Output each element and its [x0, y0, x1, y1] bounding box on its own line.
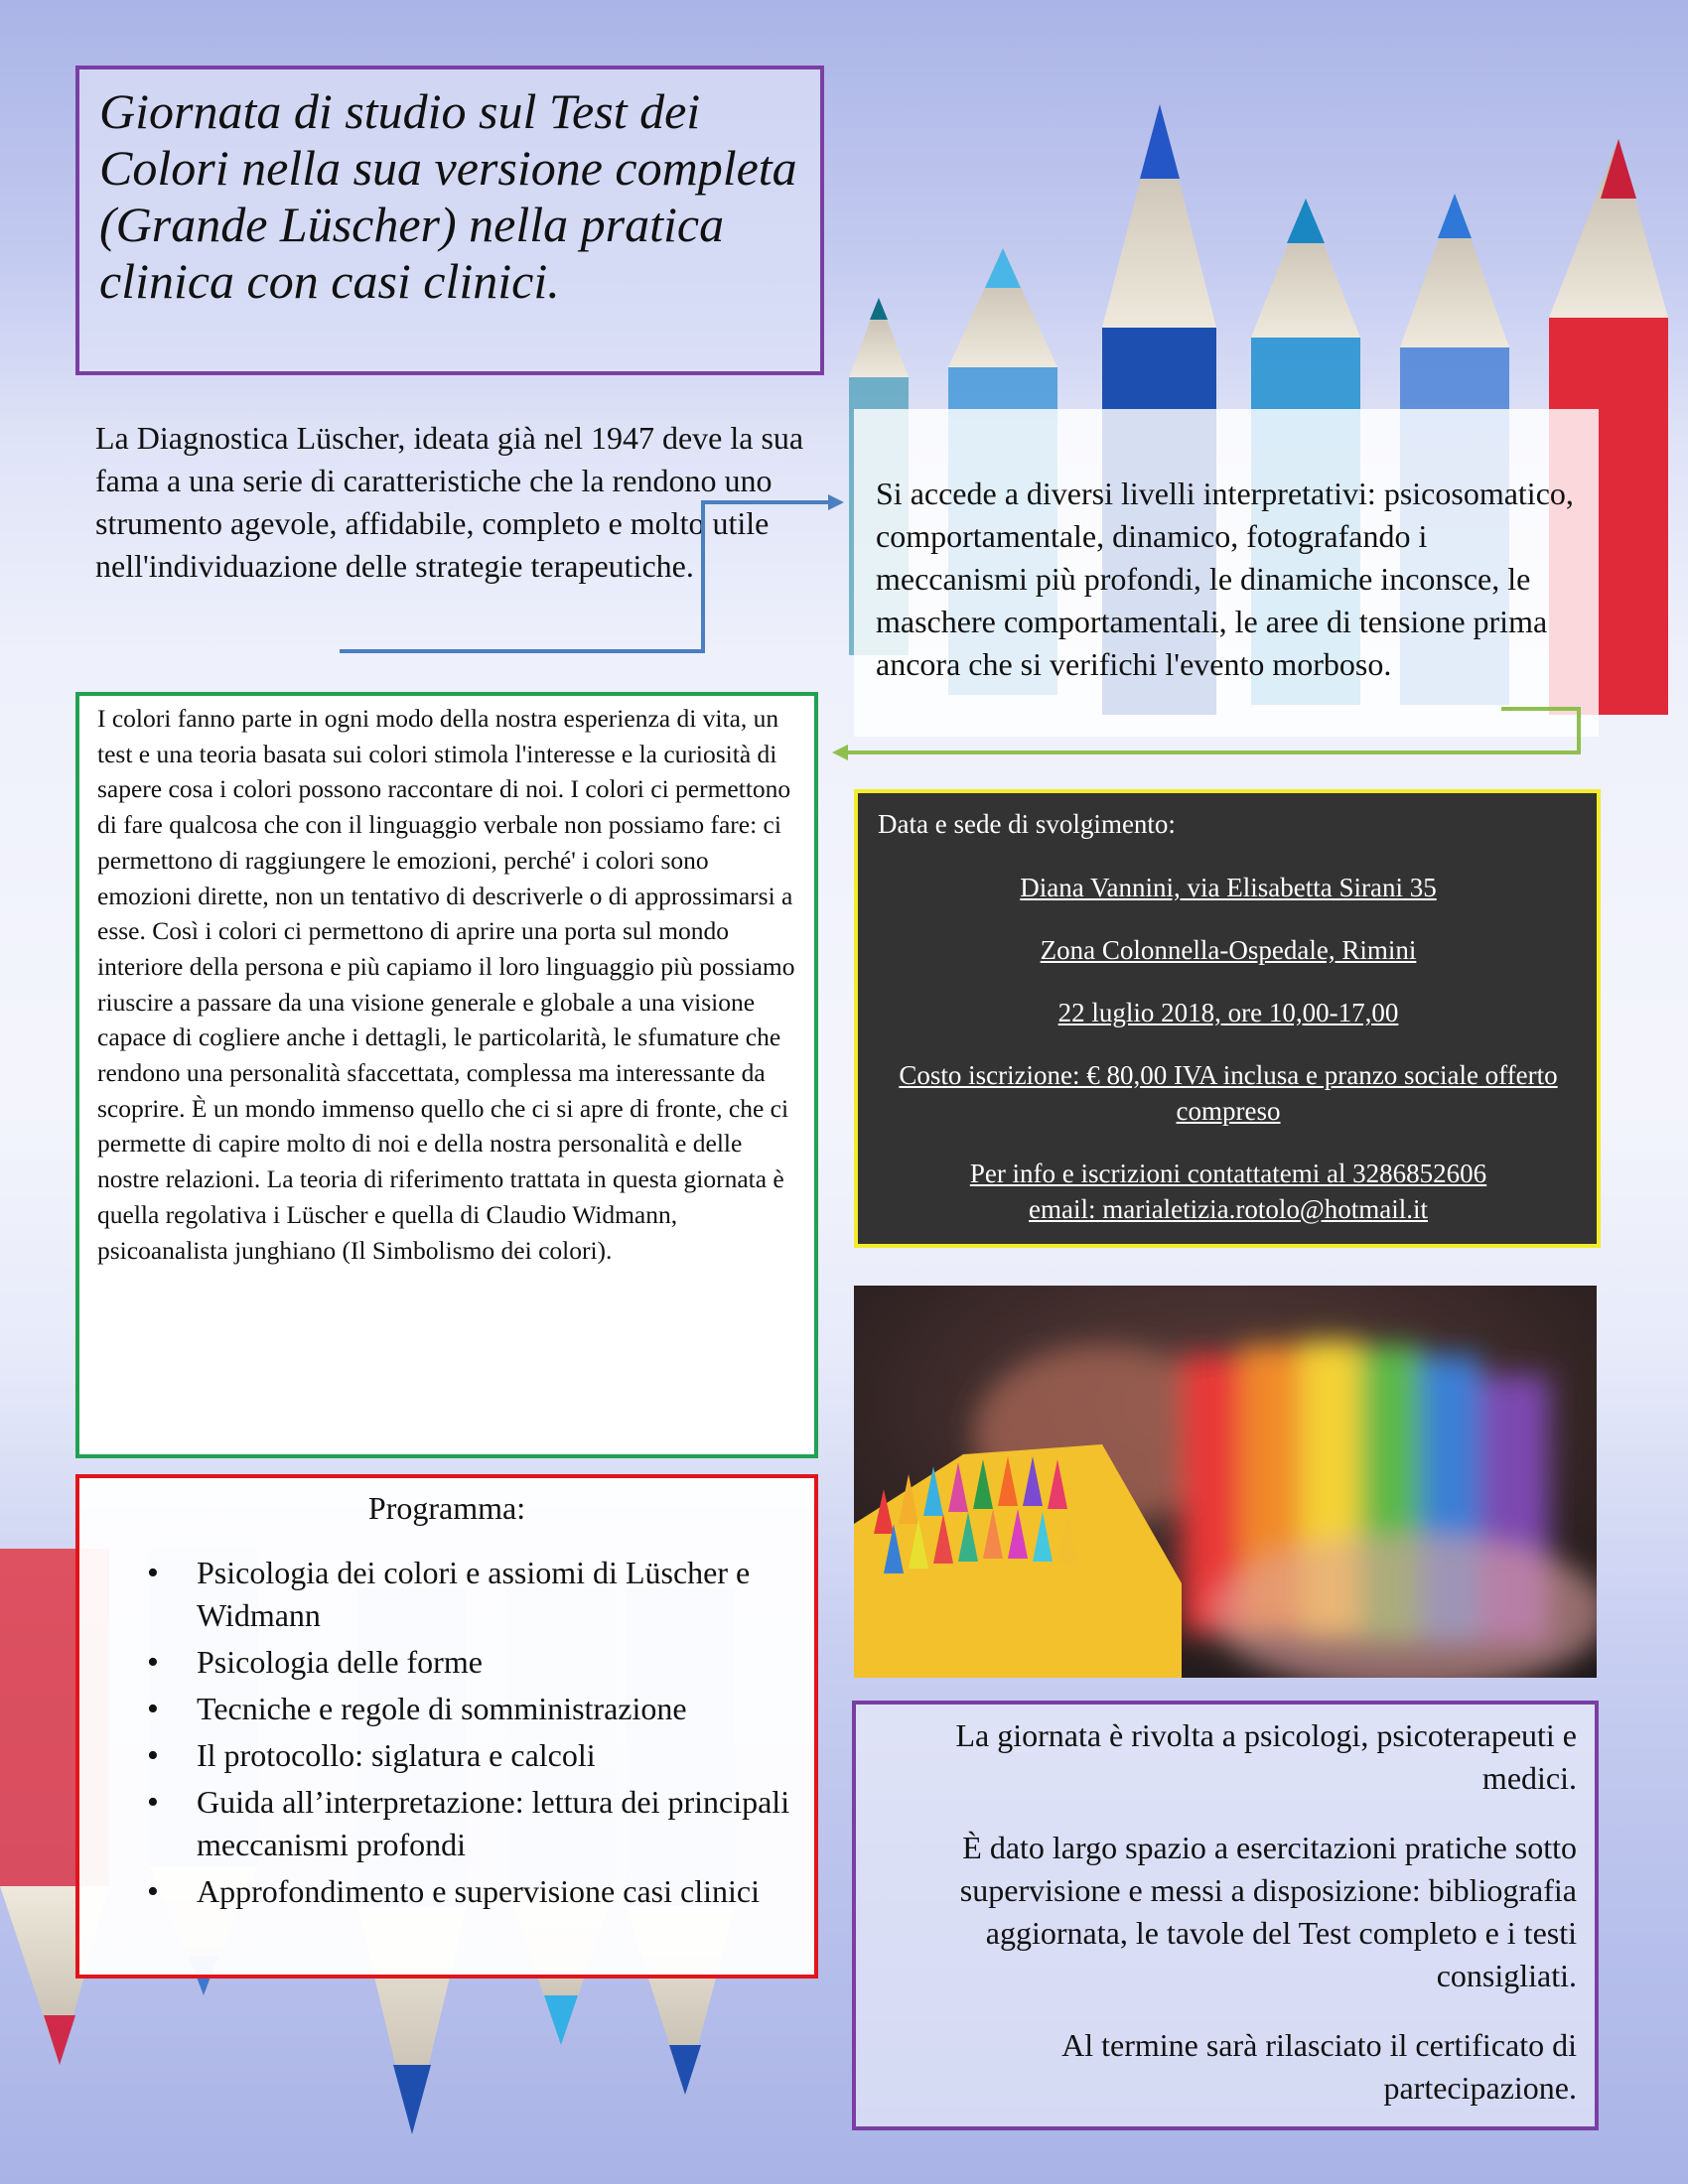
- program-item: • Psicologia delle forme: [99, 1641, 794, 1684]
- venue-zone: Zona Colonnella-Ospedale, Rimini: [1040, 935, 1417, 965]
- program-item: • Il protocollo: siglatura e calcoli: [99, 1734, 794, 1777]
- program-item: • Tecniche e regole di somministrazione: [99, 1688, 794, 1730]
- program-list: [99, 1552, 794, 1913]
- colors-description-text: I colori fanno parte in ogni modo della nostra esperienza di vita, un test e una teoria basata sui colori stimola l'interesse e la curiosità di sapere cosa i colori possono raccontare di noi. I colori ci permettono di fare qualcosa che con il linguaggio verbale non possiamo fare: ci permettono di raggiungere le emozioni, perché' i colori sono emozioni dirette, non un tentativo di descriverle o di approssimarsi a esse. Così i colori ci permettono di aprire una porta sul mondo interiore della persona e più capiamo il loro linguaggio più possiamo riuscire a passare da una visione generale e globale a una visione capace di cogliere anche i dettagli, le particolarità, le sfumature che rendono una personalità sfaccettata, complessa ma interessante da scoprire. È un mondo immenso quello che ci si apre di fronte, che ci permette di capire molto di noi e della nostra personalità e delle nostre relazioni. La teoria di riferimento trattata in questa giornata è quella regolativa i Lüscher e quella di Claudio Widmann, psicoanalista junghiano (Il Simbolismo dei colori).: [97, 704, 795, 1265]
- event-date: 22 luglio 2018, ore 10,00-17,00: [1057, 998, 1399, 1027]
- title-box: [75, 66, 824, 375]
- page-title: Giornata di studio sul Test dei Colori nella sua versione completa (Grande Lüscher) nella pratica clinica con casi clinici.: [99, 83, 797, 309]
- audience-text: La giornata è rivolta a psicologi, psicoterapeuti e medici.: [955, 1717, 1577, 1796]
- intro-paragraph: La Diagnostica Lüscher, ideata già nel 1947 deve la sua fama a una serie di caratteristiche che la rendono uno strumento agevole, affidabile, completo e molto utile nell'individuazione delle strategie terapeutiche.: [95, 420, 804, 584]
- program-title: Programma:: [367, 1490, 526, 1526]
- certificate-text: Al termine sarà rilasciato il certificato di partecipazione.: [1061, 2027, 1577, 2106]
- program-item: • Approfondimento e supervisione casi clinici: [99, 1870, 794, 1913]
- interpretive-levels-box: [854, 409, 1599, 737]
- venue-address: Diana Vannini, via Elisabetta Sirani 35: [1020, 873, 1437, 902]
- target-audience-box: [852, 1701, 1599, 2130]
- registration-cost: Costo iscrizione: € 80,00 IVA inclusa e pranzo sociale offerto compreso: [899, 1060, 1558, 1126]
- interpretive-levels-text: Si accede a diversi livelli interpretativi: psicosomatico, comportamentale, dinamico, fotografando i meccanismi più profondi, le dinamiche inconsce, le maschere comportamentali, le aree di tensione prima ancora che si verifichi l'evento morboso.: [876, 476, 1574, 682]
- contact-email: email: marialetizia.rotolo@hotmail.it: [1029, 1194, 1428, 1224]
- contact-info: [878, 1156, 1579, 1227]
- contact-phone: Per info e iscrizioni contattatemi al 3286852606: [969, 1159, 1487, 1188]
- colors-description-box: [75, 692, 818, 1458]
- program-item: • Guida all’interpretazione: lettura dei principali meccanismi profondi: [99, 1781, 794, 1866]
- crayons-photo: [854, 1286, 1597, 1678]
- program-box: [75, 1474, 818, 1979]
- program-item: • Psicologia dei colori e assiomi di Lüscher e Widmann: [99, 1552, 794, 1637]
- event-info-box: [854, 789, 1601, 1248]
- info-label: Data e sede di svolgimento:: [878, 809, 1176, 839]
- practice-text: È dato largo spazio a esercitazioni pratiche sotto supervisione e messi a disposizione: bibliografia aggiornata, le tavole del Test completo e i testi consigliati.: [959, 1830, 1577, 1993]
